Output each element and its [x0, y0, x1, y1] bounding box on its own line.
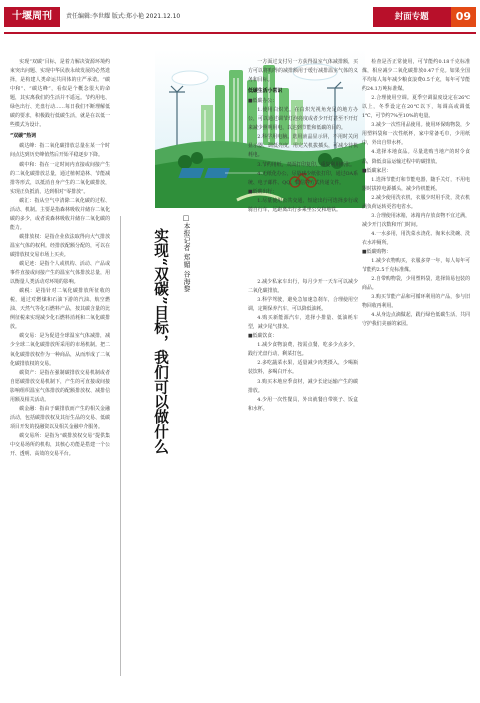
paragraph: 检查是否正常使用，可节能约0.18千克标准煤，相应减少二氧化碳排放0.47千克。如果全国平均每人每年减少粮食浪费0.5千克，每年可节能约24.1万吨标准煤。: [362, 59, 470, 93]
subsection-heading: ■低碳饮食：: [248, 333, 278, 340]
paragraph: 一方面过支付另一方获得温室气体减排额，买方可以将购得的减排额用于缓行减排温室气体的义务和目标。: [248, 59, 358, 84]
page-number: 09: [451, 7, 476, 27]
subsection-heading: ■低碳出行：: [248, 188, 278, 195]
paragraph: 4.一水多用，用洗菜水浇花、淘米水洗碗、洗衣水冲厕所。: [362, 230, 470, 246]
text-column-6: [362, 58, 470, 688]
section-heading: “双碳”热词: [10, 133, 36, 140]
paragraph: 实现“双碳”目标，是着力解决资源环境约束突出问题、实现中华民族永续发展的必然选择，是构建人类命运共同体的庄严承诺。“碳中和”、“碳达峰”，看似是个概念很大的命题，其实离我们的生活并不遥远。节约用电、绿色出行、光盘行动……每日我们不断理解低碳的要求，积极践行低碳生活，就是在以低一些模式为设计。: [10, 59, 110, 129]
paragraph: 1.尽量使用公共交通，短途出行可选择步行或骑自行车，远距离出行多乘坐公交和地铁。: [248, 197, 358, 213]
paragraph: 3.购买节能产品和可循环利用的产品，参与旧物回收再利用。: [362, 294, 470, 310]
column-divider: [120, 216, 121, 676]
subsection-heading: ■低碳购物：: [362, 248, 392, 255]
paragraph: 碳达峰：指二氧化碳排放总量在某一个时间点达到历史峰值然后开始平稳逐步下降。: [10, 143, 110, 159]
paragraph: 1.减少食物浪费，按需点餐，吃多少点多少，践行光盘行动，剩菜打包。: [248, 342, 358, 358]
section-badge: [373, 7, 476, 27]
paragraph: 2.自带购物袋，少用塑料袋，选择简易包装的商品。: [362, 276, 470, 292]
subsection-heading: ■低碳办公：: [248, 98, 278, 105]
paragraph: 碳交易所：是指为“碳排放权交易”提供集中交易场所的机构，其核心功能是搭建一个公开、透明、高效的交易平台。: [10, 432, 110, 458]
masthead-logo: 十堰周刊: [4, 7, 60, 27]
paragraph: 3.减少一次性用品使用。使用环保购物袋，少用塑料袋和一次性纸杯，家中常备毛巾，少用纸巾，外出自带水杯。: [362, 122, 470, 147]
paragraph: 3.合理使用冰箱，冰箱内存放食物不宜过满，减少开门次数和开门时间。: [362, 212, 470, 228]
section-heading: 低碳生活小常识: [248, 88, 283, 95]
page-header: [0, 0, 480, 34]
header-rule: [4, 32, 476, 34]
paragraph: 3.节约用纸，双面打印复印，重复利用纸张。: [257, 161, 355, 168]
paragraph: 碳交易：是为促进全球温室气体减排，减少全球二氧化碳排放所采用的市场机制。把二氧化碳排放权作为一种商品，从而形成了二氧化碳排放权的交易。: [10, 333, 110, 367]
subsection-heading: ■低碳家居：: [362, 167, 392, 174]
paragraph: 1.减少衣物购买，衣服多穿一年，每人每年可节能约2.5千克标准煤。: [362, 258, 470, 274]
paragraph: 2.减少私家车出行，每月少开一天车可以减少二氧化碳排放。: [248, 279, 358, 295]
paragraph: 2.科学用电脑。选用液晶显示屏，不用时关闭显示器，调低亮度，用完关机拔插头，可减少待机耗电。: [248, 134, 358, 159]
paragraph: 碳汇：指从空气中清除二氧化碳的过程、活动、机制。主要是指森林吸收并储存二氧化碳的多少，或者说森林吸收并储存二氧化碳的能力。: [10, 197, 110, 231]
paragraph: 1.使用白炽光。在白炽光视角充足的地方办公，可以通过调节灯泡亮度或者少开灯甚至不开灯来减少照明用电，以达到节能和低碳的目的。: [248, 107, 358, 132]
paragraph: 碳足迹：是指个人或机构、活动、产品或事件直接或间接产生的温室气体排放总量，用以衡量人类活动对环境的影响。: [10, 261, 110, 286]
paragraph: 4.选择本地食品。尽量选购当地产的时令食品，降低食品运输过程中的碳排放。: [362, 149, 470, 165]
paragraph: 4.少用一次性餐具，外出就餐自带筷子、饭盒和水杯。: [248, 396, 358, 412]
paragraph: 2.合理使用空调。夏季空调温度设定在26℃以上，冬季设定在20℃以下，每调高或调低1℃，可节约7%至10%的电量。: [362, 95, 470, 120]
text-column-5: [248, 278, 358, 688]
paragraph: 4.无纸化办公，尽量减少纸张打印，通过OA系统、电子邮件、QQ、微信等方式传递文件。: [248, 170, 358, 186]
paragraph: 碳税：是指针对二氧化碳排放所征收的税，通过对燃煤和石油下游的汽油、航空燃油、天然气等化石燃料产品，按其碳含量的比例征税来实现减少化石燃料消耗和二氧化碳排放。: [10, 288, 110, 331]
paragraph: 4.购买新能源汽车，选择小排量、低油耗车型，减少尾气排放。: [248, 315, 358, 331]
paragraph: 碳金融：指由于碳排放而产生的相关金融活动，包括碳排放权及其衍生品的交易、低碳项目开发的投融资以及相关金融中介服务。: [10, 405, 110, 430]
paragraph: 2.多吃蔬菜水果，适量减少肉类摄入，少喝瓶装饮料，多喝白开水。: [248, 360, 358, 376]
section-title: 封面专题: [373, 7, 451, 27]
editor-meta: 责任编辑:李世耀 版式:郑小艳 2021.12.10: [66, 13, 181, 20]
paragraph: 4.从身边点滴做起，践行绿色低碳生活，共同守护我们美丽的家园。: [362, 312, 470, 328]
paragraph: 碳排放权：是指企业依法取得向大气排放温室气体的权利。经排放配额分配的，可以在碳排放权交易市场上买卖。: [10, 233, 110, 258]
byline: □本报记者 郑媚 谷海黎: [182, 214, 190, 293]
paragraph: 2.减少使用洗衣机，衣服少时用手洗，洗衣机满负荷运转更省电省水。: [362, 194, 470, 210]
text-column-4: [248, 58, 358, 274]
paragraph: 碳资产：是指在强制碳排放交易机制或者自愿碳排放交易机制下，产生的可直接或间接影响组织温室气体排放的配额排放权、减排信用额及相关活动。: [10, 369, 110, 403]
headline: 实现“双碳”目标，我们可以做什么: [152, 228, 169, 454]
paragraph: 3.科学驾驶，避免急加速急刹车，合理使用空调，定期保养汽车，可以降低油耗。: [248, 297, 358, 313]
text-column-1: [10, 58, 110, 688]
paragraph: 碳中和：指在一定时间内直接或间接产生的二氧化碳排放总量，通过植树造林、节能减排等形式，以抵消自身产生的二氧化碳排放，实现正负抵消，达到相对“零排放”。: [10, 161, 110, 195]
paragraph: 1.选择节能灯和节能电器，随手关灯，不用电器时拔掉电源插头，减少待机能耗。: [362, 176, 470, 192]
paragraph: 3.购买本地应季食材，减少长途运输产生的碳排放。: [248, 378, 358, 394]
